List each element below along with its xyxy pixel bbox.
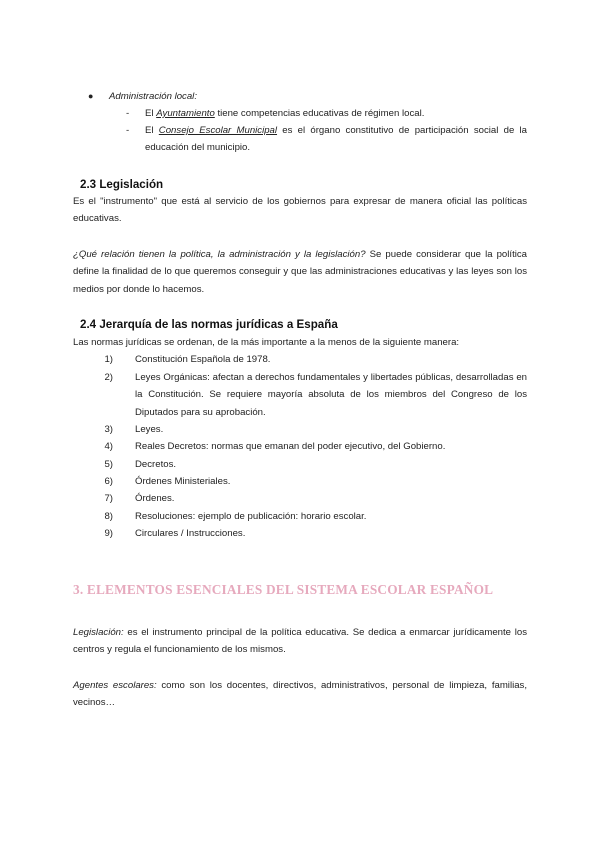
admin-local-item: El Ayuntamiento tiene competencias educativas de régimen local. <box>145 108 425 119</box>
admin-local-title: Administración local: <box>109 91 197 102</box>
bullet-marker: ● <box>88 91 94 101</box>
legislacion-question: ¿Qué relación tienen la política, la administración y la legislación? <box>73 249 366 260</box>
legislacion-paragraph: Es el "instrumento" que está al servicio de los gobiernos para expresar de manera oficial las políticas educativas. <box>73 196 527 225</box>
list-number: 6) <box>104 476 113 487</box>
list-text: Órdenes Ministeriales. <box>135 476 231 487</box>
list-number: 7) <box>104 493 113 504</box>
agentes-definition: Agentes escolares: como son los docentes, directivos, administrativos, personal de limpieza, familias, vecinos… <box>73 680 528 709</box>
list-text: Circulares / Instrucciones. <box>135 528 246 539</box>
list-text: Constitución Española de 1978. <box>135 354 271 365</box>
ayuntamiento-link[interactable]: Ayuntamiento <box>156 108 215 119</box>
list-text: Órdenes. <box>135 493 175 504</box>
jerarquia-intro: Las normas jurídicas se ordenan, de la más importante a la menos de la siguiente manera: <box>73 337 460 348</box>
list-number: 8) <box>104 511 113 522</box>
list-text: Leyes Orgánicas: afectan a derechos fundamentales y libertades públicas, desarrolladas en la Constitución. Se requiere mayoría absoluta de los miembros del Congreso de los Diputados para su aprobación. <box>135 372 527 418</box>
section-heading-legislacion: 2.3 Legislación <box>80 178 164 191</box>
legislacion-question-paragraph: ¿Qué relación tienen la política, la administración y la legislación? Se puede considerar que la política define la finalidad de lo que queremos conseguir y que las administraciones educativas y las leyes son los medios por donde lo hacemos. <box>73 249 527 295</box>
dash-marker: - <box>126 125 130 136</box>
list-text: Resoluciones: ejemplo de publicación: horario escolar. <box>135 511 367 522</box>
list-text: Leyes. <box>135 424 164 435</box>
dash-marker: - <box>126 108 130 119</box>
list-text: Decretos. <box>135 459 177 470</box>
list-number: 5) <box>104 459 113 470</box>
legislacion-label: Legislación: <box>73 627 124 638</box>
admin-local-item: El Consejo Escolar Municipal es el órgano constitutivo de participación social de la educación del municipio. <box>145 125 528 154</box>
list-number: 4) <box>104 441 113 452</box>
legislacion-definition: Legislación: es el instrumento principal de la política educativa. Se dedica a enmarcar jurídicamente los centros y regula el funcionamiento de los mismos. <box>73 627 527 656</box>
agentes-label: Agentes escolares: <box>73 680 157 691</box>
section-heading-jerarquia: 2.4 Jerarquía de las normas jurídicas a España <box>80 318 338 331</box>
list-number: 1) <box>104 354 113 365</box>
list-number: 9) <box>104 528 113 539</box>
list-number: 2) <box>104 372 113 383</box>
list-number: 3) <box>104 424 113 435</box>
chapter-heading: 3. ELEMENTOS ESENCIALES DEL SISTEMA ESCOLAR ESPAÑOL <box>73 582 494 597</box>
consejo-escolar-link[interactable]: Consejo Escolar Municipal <box>158 125 278 136</box>
list-text: Reales Decretos: normas que emanan del poder ejecutivo, del Gobierno. <box>135 441 446 452</box>
